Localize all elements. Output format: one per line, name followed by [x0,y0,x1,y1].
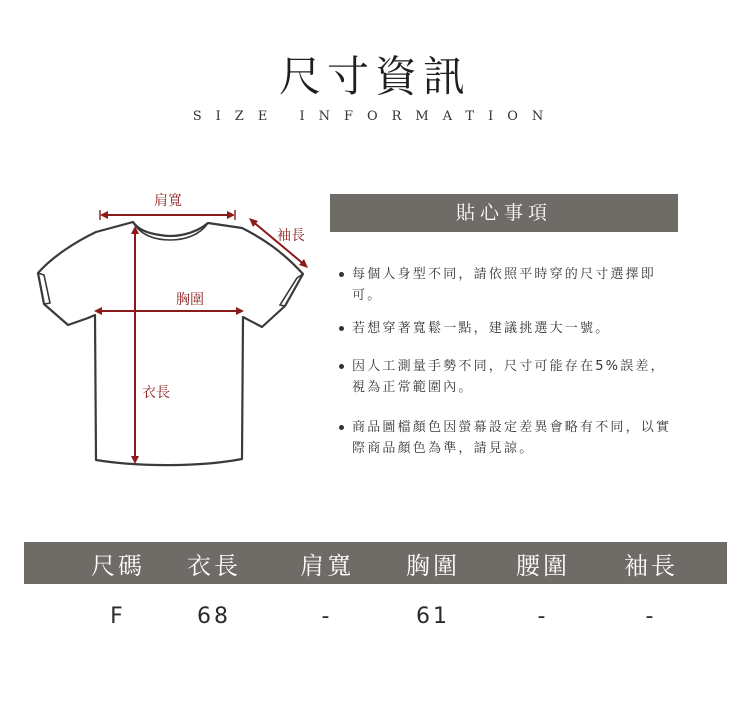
cell-waist: - [537,604,549,629]
col-header-chest: 胸圍 [406,552,460,580]
cell-size: F [110,604,126,629]
chest-label: 胸圍 [176,292,204,308]
bullet-icon [339,364,344,369]
cell-length: 68 [197,604,231,629]
bullet-icon [339,272,344,277]
bullet-icon [339,425,344,430]
note-item: 若想穿著寬鬆一點，建議挑選大一號。 [336,318,681,339]
col-header-size: 尺碼 [91,552,145,580]
cell-shoulder: - [321,604,333,629]
page-title: 尺寸資訊 [278,52,471,101]
note-item: 商品圖檔顏色因螢幕設定差異會略有不同，以實際商品顏色為準，請見諒。 [336,417,681,459]
notes-list [336,264,681,459]
tshirt-outline [38,222,303,465]
page-subtitle: SIZE INFORMATION [192,109,558,124]
tshirt-size-diagram [30,180,330,480]
sleeve-label: 袖長 [277,228,305,244]
length-label: 衣長 [142,385,170,401]
shoulder-label: 肩寬 [154,193,182,209]
col-header-length: 衣長 [187,552,241,580]
note-item: 每個人身型不同，請依照平時穿的尺寸選擇即可。 [336,264,681,306]
col-header-shoulder: 肩寬 [300,552,354,580]
size-table-header [24,542,727,584]
bullet-icon [339,326,344,331]
col-header-sleeve: 袖長 [624,552,678,580]
notes-header: 貼心事項 [330,194,678,232]
col-header-waist: 腰圍 [516,552,570,580]
cell-sleeve: - [645,604,657,629]
cell-chest: 61 [416,604,450,629]
note-item: 因人工測量手勢不同，尺寸可能存在5%誤差，視為正常範圍內。 [336,356,681,398]
